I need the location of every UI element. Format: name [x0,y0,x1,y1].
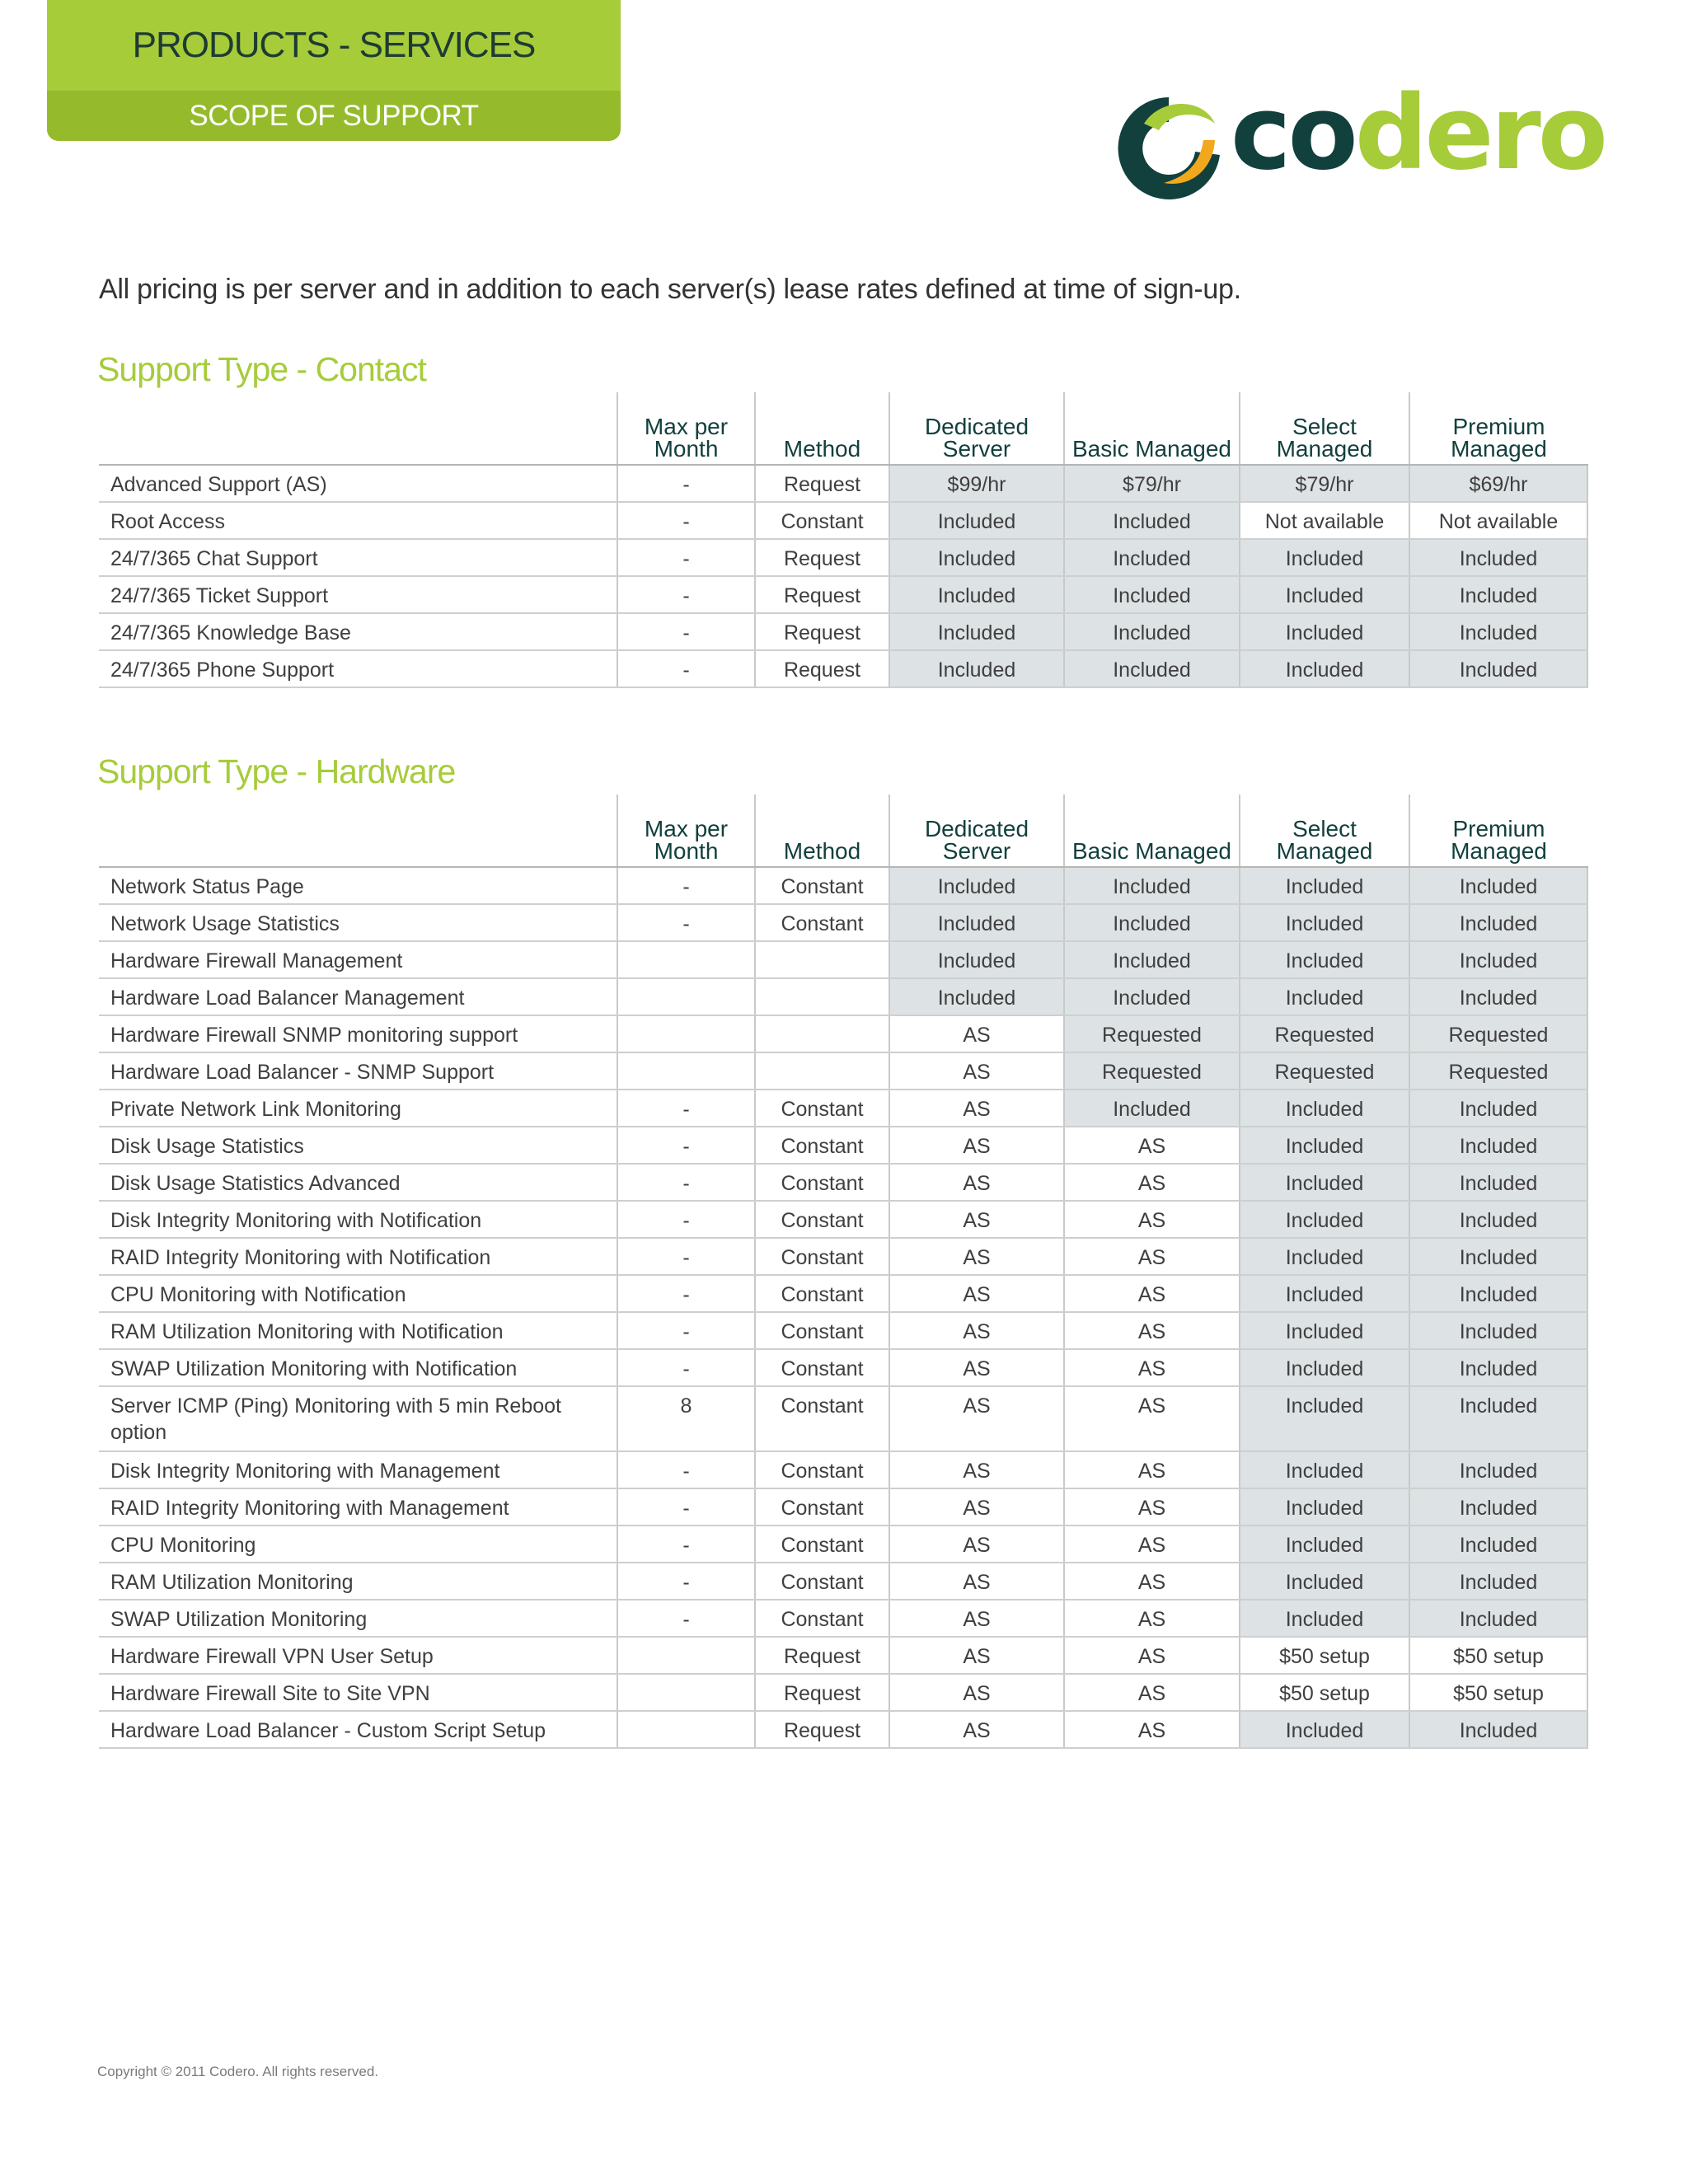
header-tab [47,0,621,141]
cell-feature: Root Access [99,502,617,539]
cell-method: Constant [755,1275,889,1312]
cell-feature: Server ICMP (Ping) Monitoring with 5 min Reboot option [99,1386,617,1451]
table-row [99,1349,1587,1386]
cell-method: Constant [755,1238,889,1275]
cell-feature: RAID Integrity Monitoring with Notification [99,1238,617,1275]
cell-basic-managed: AS [1064,1127,1240,1164]
cell-premium-managed: Included [1409,941,1587,978]
contact-support-table [99,392,1588,688]
table-row [99,539,1587,576]
column-header-select-managed: Select Managed [1240,392,1409,465]
table-header-row [99,392,1587,465]
cell-feature: Hardware Firewall SNMP monitoring support [99,1015,617,1052]
cell-dedicated-server: AS [889,1386,1064,1451]
cell-basic-managed: AS [1064,1275,1240,1312]
cell-max-per-month: - [617,1201,755,1238]
cell-select-managed: Included [1240,1451,1409,1488]
cell-basic-managed: AS [1064,1312,1240,1349]
cell-premium-managed: Requested [1409,1015,1587,1052]
cell-method: Request [755,1711,889,1748]
table-row [99,465,1587,502]
cell-feature: Private Network Link Monitoring [99,1090,617,1127]
cell-select-managed: Requested [1240,1052,1409,1090]
cell-select-managed: Included [1240,1275,1409,1312]
cell-premium-managed: $50 setup [1409,1637,1587,1674]
column-header-dedicated-server: Dedicated Server [889,392,1064,465]
cell-max-per-month: - [617,576,755,613]
cell-max-per-month: - [617,1349,755,1386]
cell-max-per-month: - [617,1600,755,1637]
table-row [99,1488,1587,1526]
cell-basic-managed: AS [1064,1164,1240,1201]
codero-swirl-icon [1111,91,1226,206]
cell-premium-managed: Included [1409,1090,1587,1127]
cell-premium-managed: Included [1409,978,1587,1015]
logo-text-green: dero [1354,74,1605,193]
cell-feature: Advanced Support (AS) [99,465,617,502]
cell-method: Request [755,465,889,502]
cell-dedicated-server: AS [889,1164,1064,1201]
column-header-max-per-month: Max per Month [617,392,755,465]
cell-feature: Disk Usage Statistics Advanced [99,1164,617,1201]
table-row [99,1164,1587,1201]
cell-method: Constant [755,1451,889,1488]
cell-feature: CPU Monitoring [99,1526,617,1563]
cell-feature: RAM Utilization Monitoring with Notification [99,1312,617,1349]
cell-premium-managed: Included [1409,1127,1587,1164]
table-row [99,1238,1587,1275]
cell-premium-managed: Included [1409,650,1587,687]
table-row [99,904,1587,941]
table-row [99,1312,1587,1349]
cell-dedicated-server: Included [889,576,1064,613]
cell-basic-managed: Included [1064,867,1240,904]
cell-method: Constant [755,867,889,904]
logo-text-dark: co [1231,74,1355,193]
cell-select-managed: Included [1240,1526,1409,1563]
column-header-feature [99,392,617,465]
cell-dedicated-server: AS [889,1674,1064,1711]
cell-premium-managed: Included [1409,1451,1587,1488]
cell-basic-managed: Included [1064,904,1240,941]
cell-select-managed: Included [1240,867,1409,904]
cell-max-per-month: - [617,502,755,539]
table-row [99,1711,1587,1748]
cell-method: Constant [755,1488,889,1526]
cell-dedicated-server: AS [889,1637,1064,1674]
cell-max-per-month: - [617,465,755,502]
column-header-method: Method [755,794,889,867]
cell-feature: Hardware Firewall Site to Site VPN [99,1674,617,1711]
cell-max-per-month: - [617,1275,755,1312]
codero-wordmark [1231,74,1605,193]
table-row [99,1052,1587,1090]
cell-premium-managed: Included [1409,1164,1587,1201]
codero-logo [1111,74,1614,206]
cell-dedicated-server: AS [889,1711,1064,1748]
table-row [99,1451,1587,1488]
cell-max-per-month: - [617,1127,755,1164]
cell-premium-managed: Included [1409,1275,1587,1312]
cell-max-per-month [617,1637,755,1674]
cell-premium-managed: Included [1409,1563,1587,1600]
column-header-premium-managed: Premium Managed [1409,794,1587,867]
cell-dedicated-server: Included [889,867,1064,904]
cell-method: Constant [755,1526,889,1563]
cell-select-managed: Included [1240,1127,1409,1164]
cell-dedicated-server: AS [889,1488,1064,1526]
tab-title: PRODUCTS - SERVICES [132,25,536,65]
cell-dedicated-server: Included [889,904,1064,941]
cell-premium-managed: Included [1409,613,1587,650]
cell-basic-managed: AS [1064,1600,1240,1637]
cell-feature: Disk Integrity Monitoring with Notification [99,1201,617,1238]
cell-max-per-month: - [617,1526,755,1563]
cell-method: Constant [755,1349,889,1386]
cell-select-managed: Included [1240,1164,1409,1201]
cell-max-per-month [617,978,755,1015]
cell-basic-managed: AS [1064,1349,1240,1386]
cell-dedicated-server: AS [889,1238,1064,1275]
cell-basic-managed: AS [1064,1488,1240,1526]
cell-dedicated-server: $99/hr [889,465,1064,502]
cell-feature: Hardware Load Balancer - SNMP Support [99,1052,617,1090]
cell-method: Constant [755,1090,889,1127]
cell-premium-managed: Included [1409,1349,1587,1386]
cell-feature: 24/7/365 Phone Support [99,650,617,687]
cell-method: Constant [755,1127,889,1164]
cell-premium-managed: Included [1409,539,1587,576]
cell-method: Request [755,1637,889,1674]
cell-basic-managed: Included [1064,613,1240,650]
cell-dedicated-server: Included [889,941,1064,978]
table-row [99,1386,1587,1451]
cell-method: Constant [755,1563,889,1600]
table-row [99,502,1587,539]
cell-method: Constant [755,1386,889,1451]
cell-feature: Hardware Firewall Management [99,941,617,978]
cell-feature: CPU Monitoring with Notification [99,1275,617,1312]
table-row [99,1015,1587,1052]
cell-select-managed: Included [1240,1312,1409,1349]
cell-premium-managed: Included [1409,1201,1587,1238]
table-row [99,1674,1587,1711]
table-row [99,1127,1587,1164]
cell-max-per-month [617,941,755,978]
cell-basic-managed: AS [1064,1711,1240,1748]
cell-basic-managed: Included [1064,941,1240,978]
cell-basic-managed: AS [1064,1526,1240,1563]
column-header-dedicated-server: Dedicated Server [889,794,1064,867]
cell-select-managed: Included [1240,1600,1409,1637]
cell-max-per-month: - [617,539,755,576]
column-header-basic-managed: Basic Managed [1064,794,1240,867]
cell-premium-managed: Included [1409,1312,1587,1349]
cell-dedicated-server: AS [889,1451,1064,1488]
cell-select-managed: Included [1240,904,1409,941]
cell-method: Request [755,576,889,613]
cell-method: Constant [755,1600,889,1637]
cell-method: Request [755,613,889,650]
table-row [99,576,1587,613]
table-row [99,1600,1587,1637]
cell-premium-managed: Included [1409,1600,1587,1637]
cell-method: Constant [755,1201,889,1238]
tab-subtitle: SCOPE OF SUPPORT [47,91,621,141]
cell-basic-managed: AS [1064,1563,1240,1600]
cell-select-managed: Included [1240,1711,1409,1748]
cell-basic-managed: AS [1064,1451,1240,1488]
cell-max-per-month: - [617,904,755,941]
cell-dedicated-server: Included [889,502,1064,539]
cell-method: Request [755,539,889,576]
cell-select-managed: Included [1240,1488,1409,1526]
cell-premium-managed: Included [1409,1526,1587,1563]
cell-basic-managed: Requested [1064,1015,1240,1052]
cell-method [755,978,889,1015]
hardware-support-table [99,794,1588,1749]
cell-dedicated-server: AS [889,1349,1064,1386]
cell-dedicated-server: AS [889,1201,1064,1238]
cell-method [755,1015,889,1052]
cell-premium-managed: Included [1409,904,1587,941]
cell-dedicated-server: AS [889,1563,1064,1600]
cell-select-managed: Included [1240,1563,1409,1600]
cell-select-managed: Included [1240,941,1409,978]
cell-premium-managed: $69/hr [1409,465,1587,502]
cell-select-managed: Included [1240,978,1409,1015]
cell-basic-managed: $79/hr [1064,465,1240,502]
column-header-method: Method [755,392,889,465]
cell-max-per-month: - [617,613,755,650]
cell-feature: SWAP Utilization Monitoring [99,1600,617,1637]
column-header-basic-managed: Basic Managed [1064,392,1240,465]
column-header-feature [99,794,617,867]
cell-method: Constant [755,904,889,941]
cell-premium-managed: Included [1409,1238,1587,1275]
cell-select-managed: Included [1240,539,1409,576]
table-row [99,1526,1587,1563]
cell-select-managed: Included [1240,1090,1409,1127]
cell-select-managed: Included [1240,1386,1409,1451]
cell-premium-managed: Included [1409,867,1587,904]
cell-basic-managed: Included [1064,539,1240,576]
cell-max-per-month: - [617,867,755,904]
cell-method: Request [755,650,889,687]
cell-select-managed: Included [1240,1201,1409,1238]
cell-feature: Disk Integrity Monitoring with Management [99,1451,617,1488]
copyright: Copyright © 2011 Codero. All rights reserved. [97,2064,379,2079]
cell-basic-managed: AS [1064,1238,1240,1275]
cell-dedicated-server: Included [889,650,1064,687]
cell-basic-managed: Requested [1064,1052,1240,1090]
table-row [99,941,1587,978]
cell-max-per-month: - [617,1451,755,1488]
cell-max-per-month [617,1015,755,1052]
section-title-hardware: Support Type - Hardware [97,752,456,790]
cell-feature: Hardware Load Balancer Management [99,978,617,1015]
cell-dedicated-server: AS [889,1052,1064,1090]
cell-dedicated-server: Included [889,613,1064,650]
cell-method: Request [755,1674,889,1711]
cell-basic-managed: Included [1064,576,1240,613]
cell-max-per-month: - [617,1238,755,1275]
cell-feature: Disk Usage Statistics [99,1127,617,1164]
cell-basic-managed: AS [1064,1637,1240,1674]
cell-dedicated-server: AS [889,1526,1064,1563]
cell-premium-managed: Not available [1409,502,1587,539]
cell-premium-managed: Included [1409,576,1587,613]
cell-select-managed: Included [1240,613,1409,650]
cell-max-per-month: - [617,650,755,687]
cell-premium-managed: Included [1409,1488,1587,1526]
column-header-select-managed: Select Managed [1240,794,1409,867]
cell-max-per-month: - [617,1488,755,1526]
cell-premium-managed: Included [1409,1711,1587,1748]
cell-select-managed: Not available [1240,502,1409,539]
cell-select-managed: Included [1240,650,1409,687]
cell-dedicated-server: AS [889,1600,1064,1637]
table-header-row [99,794,1587,867]
cell-feature: 24/7/365 Chat Support [99,539,617,576]
cell-select-managed: Included [1240,576,1409,613]
section-title-contact: Support Type - Contact [97,350,426,388]
table-row [99,650,1587,687]
cell-basic-managed: Included [1064,502,1240,539]
cell-max-per-month: - [617,1164,755,1201]
cell-feature: RAID Integrity Monitoring with Management [99,1488,617,1526]
cell-dedicated-server: Included [889,978,1064,1015]
cell-basic-managed: AS [1064,1201,1240,1238]
cell-dedicated-server: Included [889,539,1064,576]
cell-dedicated-server: AS [889,1312,1064,1349]
cell-select-managed: $50 setup [1240,1637,1409,1674]
cell-basic-managed: Included [1064,978,1240,1015]
cell-feature: Network Usage Statistics [99,904,617,941]
cell-max-per-month [617,1052,755,1090]
cell-method: Constant [755,1312,889,1349]
column-header-max-per-month: Max per Month [617,794,755,867]
cell-select-managed: Requested [1240,1015,1409,1052]
table-row [99,867,1587,904]
cell-select-managed: Included [1240,1349,1409,1386]
cell-max-per-month: - [617,1090,755,1127]
cell-method: Constant [755,502,889,539]
cell-basic-managed: AS [1064,1674,1240,1711]
cell-feature: Hardware Firewall VPN User Setup [99,1637,617,1674]
table-row [99,1201,1587,1238]
cell-premium-managed: Requested [1409,1052,1587,1090]
cell-basic-managed: AS [1064,1386,1240,1451]
cell-feature: RAM Utilization Monitoring [99,1563,617,1600]
table-row [99,1275,1587,1312]
cell-feature: Network Status Page [99,867,617,904]
cell-dedicated-server: AS [889,1275,1064,1312]
cell-max-per-month [617,1674,755,1711]
cell-feature: Hardware Load Balancer - Custom Script Setup [99,1711,617,1748]
cell-max-per-month: - [617,1563,755,1600]
table-row [99,1637,1587,1674]
cell-method: Constant [755,1164,889,1201]
cell-premium-managed: $50 setup [1409,1674,1587,1711]
cell-feature: 24/7/365 Knowledge Base [99,613,617,650]
cell-dedicated-server: AS [889,1090,1064,1127]
table-row [99,978,1587,1015]
cell-dedicated-server: AS [889,1015,1064,1052]
table-row [99,613,1587,650]
cell-select-managed: $79/hr [1240,465,1409,502]
cell-max-per-month [617,1711,755,1748]
cell-method [755,1052,889,1090]
cell-dedicated-server: AS [889,1127,1064,1164]
cell-feature: SWAP Utilization Monitoring with Notification [99,1349,617,1386]
cell-premium-managed: Included [1409,1386,1587,1451]
pricing-intro: All pricing is per server and in addition to each server(s) lease rates defined at time of sign-up. [99,274,1241,305]
cell-max-per-month: - [617,1312,755,1349]
column-header-premium-managed: Premium Managed [1409,392,1587,465]
table-row [99,1090,1587,1127]
cell-feature: 24/7/365 Ticket Support [99,576,617,613]
cell-basic-managed: Included [1064,650,1240,687]
cell-method [755,941,889,978]
cell-select-managed: $50 setup [1240,1674,1409,1711]
cell-max-per-month: 8 [617,1386,755,1451]
cell-select-managed: Included [1240,1238,1409,1275]
table-row [99,1563,1587,1600]
cell-basic-managed: Included [1064,1090,1240,1127]
